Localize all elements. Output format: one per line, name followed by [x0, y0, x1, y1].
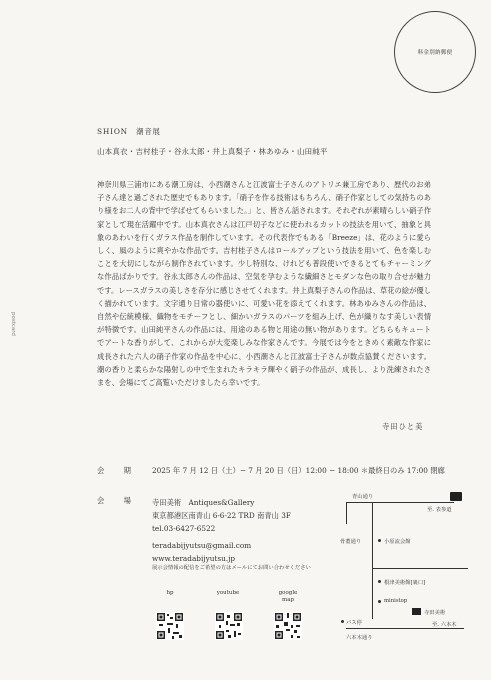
map-label-roppongi-st: 至. 六本木: [432, 622, 457, 628]
qr-code-hp[interactable]: [156, 612, 184, 640]
qr-code-youtube[interactable]: [215, 612, 243, 640]
map-label-ministop: ministop: [384, 598, 408, 604]
qr-label-youtube: youtube: [216, 590, 240, 596]
map-label-kohara: 小原流会館: [384, 539, 411, 545]
road-kottou: [372, 502, 373, 619]
stamp-text: 料金別納郵便: [417, 50, 453, 56]
road-aoyama: [346, 502, 454, 503]
venue-name: 寺田美術 Antiques&Gallery: [152, 498, 255, 507]
map-label-kottou: 骨董通り: [340, 539, 362, 545]
postcard-label: postcard: [10, 312, 16, 336]
map-label-terada: 寺田美術: [424, 610, 446, 616]
map-dot-kohara: [378, 539, 381, 542]
artists-list: 山本真衣・吉村桂子・谷永太郎・井上真梨子・林あゆみ・山田純平: [97, 147, 328, 156]
map-label-nezu: 根津美術館[裏口]: [384, 580, 426, 586]
venue-email[interactable]: teradabijyutsu@gmail.com: [152, 541, 252, 550]
map-label-aoyama: 青山通り: [352, 494, 374, 500]
map-label-omotesando: 至. 表参道: [427, 507, 452, 513]
signature: 寺田ひと美: [382, 422, 424, 431]
qr-label-hp: hp: [166, 590, 174, 596]
map-label-roppongi: 六本木通り: [346, 635, 373, 641]
map-label-bus: バス停: [346, 620, 362, 626]
road-roppongi: [346, 628, 464, 629]
metro-icon: [450, 492, 462, 501]
map-dot-nezu: [378, 580, 381, 583]
venue-url[interactable]: www.teradabijyutsu.jp: [152, 554, 236, 563]
access-map: [340, 492, 468, 642]
map-dot-bus: [341, 620, 344, 623]
gallery-marker: [412, 608, 421, 615]
qr-code-google-map[interactable]: [274, 612, 302, 640]
period-value: 2025 年 7 月 12 日（土）− 7 月 20 日（日）12:00 − 18:00 ＊最終日のみ 17:00 閉廊: [152, 466, 445, 475]
qr-label-map: google map: [278, 590, 298, 603]
exhibition-title: SHION 潮音展: [97, 127, 161, 136]
postage-stamp-mark: [394, 11, 476, 93]
period-label: 会 期: [97, 466, 137, 475]
venue-address: 東京都港区南青山 6-6-22 TRD 南青山 3F: [152, 511, 291, 520]
map-dot-ministop: [378, 600, 381, 603]
venue-tel: tel.03-6427-6522: [152, 524, 216, 533]
newsletter-note: 展示会情報の配信をご希望の方はメールにてお問い合わせください: [152, 565, 311, 571]
road-side-left: [346, 502, 347, 524]
intro-text: [97, 178, 431, 389]
venue-label: 会 場: [97, 496, 137, 505]
venue-info: [152, 496, 291, 565]
intro-paragraph: 神奈川県三浦市にある潮工房は、小西潮さんと江波富士子さんのアトリエ兼工房であり、歴代のお弟子さん達と過ごされた歴史でもあります。「硝子を作る技術はもちろん、硝子作家としての気持ちのあり様をお二人の背中で学ばせてもらいました。」と、皆さん話されます。それぞれが素晴らしい硝子作家として現在活躍中です。山本真衣さんは江戸切子などに使われるカットの技法を用いて、抽象と具象のあわいを行くガラス作品を制作しています。その代表作でもある「Breeze」は、花のように愛らしく、風のように爽やかな作品です。吉村桂子さんはロールアップという技法を用いて、色を楽しむことを大切にしながら制作されています。少し特別な、けれども普段使いできるとてもチャーミングな作品ばかりです。谷永太郎さんの作品は、空気を孕むような繊細さとモダンな色の取り合せが魅力です。レースガラスの美しさを存分に感じさせてくれます。井上真梨子さんの作品は、草花の絵が優しく描かれています。文字通り日常の器使いに、可愛い花を添えてくれます。林あゆみさんの作品は、自然や伝統模様、織物をモチーフとし、細かいガラスのパーツを組み上げ、色が織りなす美しい表情が特徴です。山田純平さんの作品には、用途のある物と用途の無い物があります。どちらもキュートでアートな香りがして、これからが大変楽しみな作家さんです。今展では今をときめく素敵な作家に成長された六人の硝子作家の作品を中心に、小西潮さんと江波富士子さんが数点協賛くださいます。潮の香りと柔らかな陽射しの中で生まれたキラキラ輝やく硝子の作品が、成長し、より洗練されたさまを、会場にてご高覧いただけましたら幸いです。: [97, 180, 431, 388]
road-nezu: [372, 568, 468, 569]
